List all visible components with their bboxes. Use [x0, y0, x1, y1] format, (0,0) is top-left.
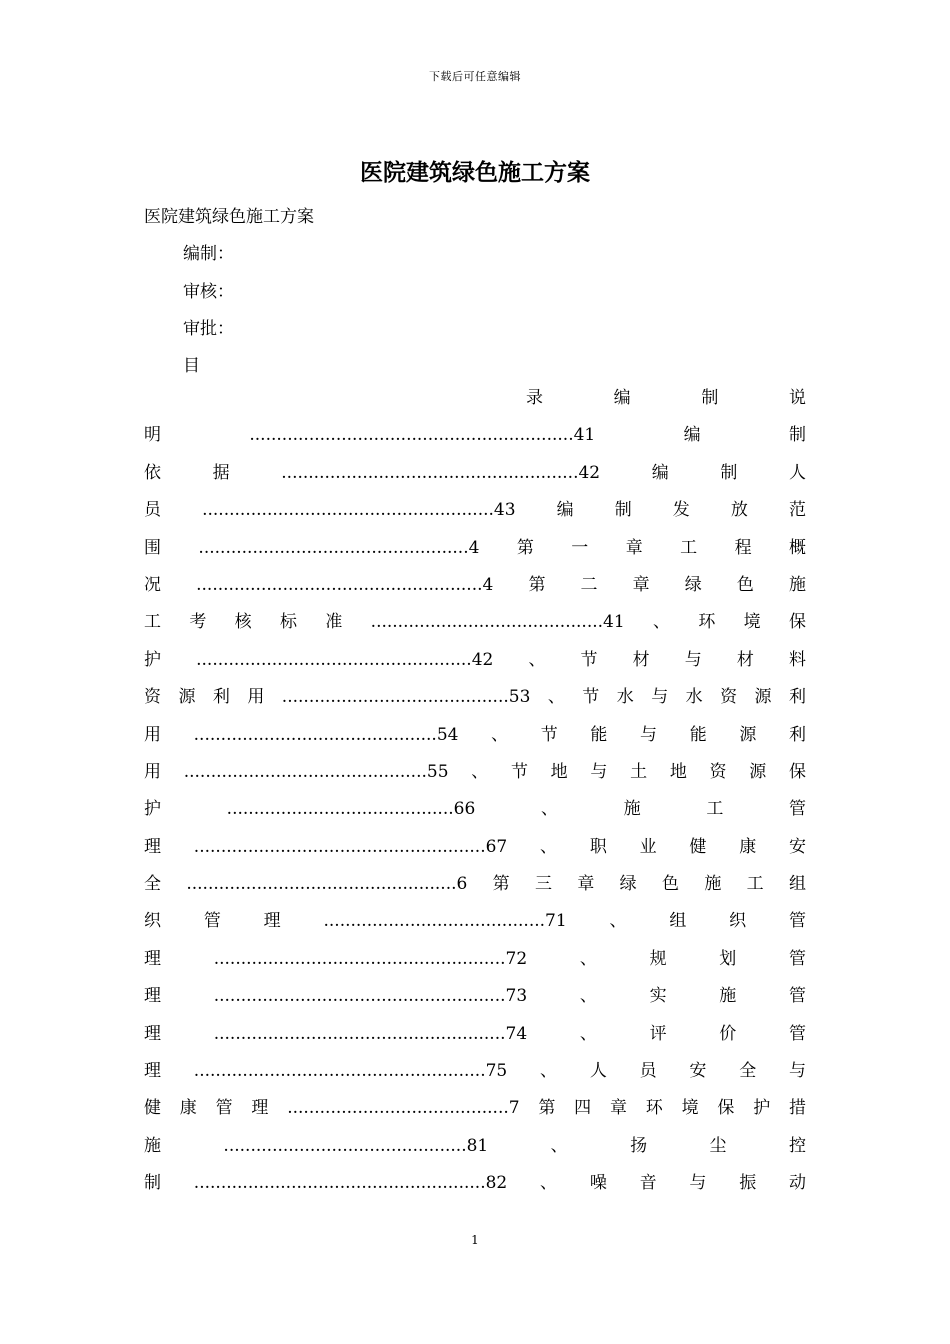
toc-line: 用.............................................54、节能与能源利 — [144, 724, 806, 745]
toc-line: 理......................................................75、人员安全与 — [144, 1061, 806, 1082]
toc-line: 明............................................................41编制 — [144, 425, 806, 446]
document-subtitle: 医院建筑绿色施工方案 — [144, 207, 314, 227]
toc-line: 理......................................................74、评价管 — [144, 1023, 806, 1044]
toc-line: 护...................................................42、节材与材料 — [144, 649, 806, 670]
header-note: 下载后可任意编辑 — [429, 70, 521, 83]
toc-line: 员......................................................43编制发放范 — [144, 500, 806, 521]
toc-line: 录 编 制 说 — [526, 388, 806, 408]
approved-by-field: 审批： — [183, 319, 234, 339]
toc-line: 织管理.........................................71、组织管 — [144, 911, 806, 932]
document-title: 医院建筑绿色施工方案 — [360, 159, 590, 186]
toc-line: 况.....................................................4第二章绿色施 — [144, 574, 806, 595]
toc-line: 制......................................................82、噪音与振动 — [144, 1173, 806, 1194]
toc-line: 用.............................................55、节地与土地资源保 — [144, 761, 806, 782]
toc-line: 资源利用..........................................53、节水与水资源利 — [144, 687, 806, 708]
toc-line: 围..................................................4第一章工程概 — [144, 537, 806, 558]
toc-line: 理......................................................73、实施管 — [144, 986, 806, 1007]
reviewed-by-field: 审核： — [183, 282, 234, 302]
page-number: 1 — [471, 1233, 479, 1247]
table-of-contents — [144, 380, 806, 1203]
toc-line: 理......................................................72、规划管 — [144, 948, 806, 969]
toc-line: 工考核标准...........................................41、环境保 — [144, 612, 806, 633]
compiled-by-field: 编制： — [183, 244, 234, 264]
toc-line: 护..........................................66、施工管 — [144, 799, 806, 820]
toc-heading-fragment: 目 — [183, 356, 200, 376]
toc-line: 全..................................................6第三章绿色施工组 — [144, 874, 806, 895]
toc-line: 理......................................................67、职业健康安 — [144, 836, 806, 857]
toc-line: 依据.......................................................42编制人 — [144, 462, 806, 483]
toc-line: 健康管理.........................................7第四章环境保护措 — [144, 1098, 806, 1119]
toc-line: 施.............................................81、扬尘控 — [144, 1135, 806, 1156]
